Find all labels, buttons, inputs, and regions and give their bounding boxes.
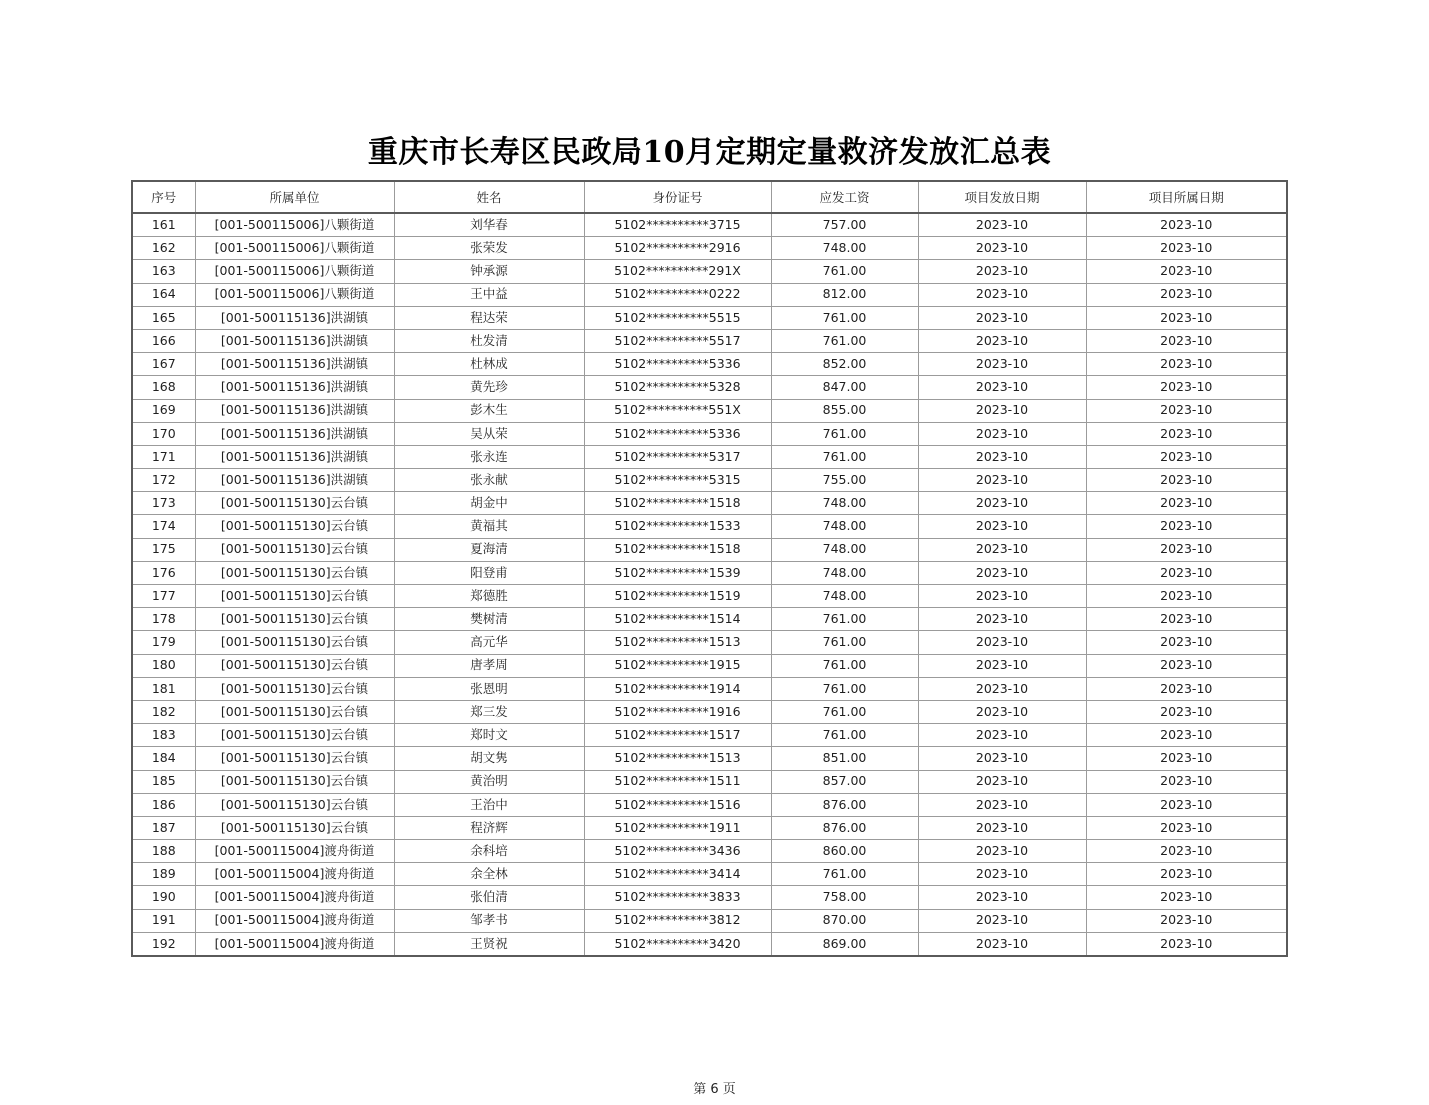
table-cell: 761.00 bbox=[771, 863, 918, 886]
table-cell: 程达荣 bbox=[394, 306, 584, 329]
table-cell: 5102**********1539 bbox=[584, 561, 771, 584]
table-cell: 余全林 bbox=[394, 863, 584, 886]
table-cell: 2023-10 bbox=[918, 306, 1086, 329]
table-cell: [001-500115130]云台镇 bbox=[195, 700, 394, 723]
table-cell: 182 bbox=[132, 700, 195, 723]
table-cell: [001-500115136]洪湖镇 bbox=[195, 469, 394, 492]
table-cell: 2023-10 bbox=[918, 445, 1086, 468]
table-cell: 170 bbox=[132, 422, 195, 445]
table-cell: [001-500115136]洪湖镇 bbox=[195, 353, 394, 376]
table-cell: 2023-10 bbox=[1086, 932, 1287, 956]
table-cell: 2023-10 bbox=[1086, 816, 1287, 839]
table-cell: 187 bbox=[132, 816, 195, 839]
table-cell: 2023-10 bbox=[1086, 213, 1287, 237]
table-cell: 杜林成 bbox=[394, 353, 584, 376]
table-cell: 2023-10 bbox=[918, 399, 1086, 422]
header-cell: 姓名 bbox=[394, 181, 584, 213]
table-cell: 唐孝周 bbox=[394, 654, 584, 677]
table-cell: 阳登甫 bbox=[394, 561, 584, 584]
table-cell: 847.00 bbox=[771, 376, 918, 399]
table-cell: [001-500115006]八颗街道 bbox=[195, 237, 394, 260]
table-cell: 2023-10 bbox=[1086, 353, 1287, 376]
table-cell: 5102**********1915 bbox=[584, 654, 771, 677]
table-row bbox=[132, 816, 1287, 839]
table-cell: 2023-10 bbox=[1086, 306, 1287, 329]
table-cell: 2023-10 bbox=[1086, 840, 1287, 863]
table-cell: 761.00 bbox=[771, 608, 918, 631]
table-row bbox=[132, 585, 1287, 608]
table-cell: 钟承源 bbox=[394, 260, 584, 283]
table-cell: 2023-10 bbox=[1086, 747, 1287, 770]
table-row bbox=[132, 260, 1287, 283]
table-cell: 2023-10 bbox=[918, 469, 1086, 492]
table-cell: 樊树清 bbox=[394, 608, 584, 631]
table-cell: 郑时文 bbox=[394, 724, 584, 747]
table-cell: 855.00 bbox=[771, 399, 918, 422]
table-cell: 176 bbox=[132, 561, 195, 584]
table-cell: 2023-10 bbox=[1086, 561, 1287, 584]
table-row bbox=[132, 399, 1287, 422]
table-row bbox=[132, 747, 1287, 770]
table-cell: 胡文隽 bbox=[394, 747, 584, 770]
table-cell: 748.00 bbox=[771, 561, 918, 584]
table-cell: [001-500115130]云台镇 bbox=[195, 677, 394, 700]
table-cell: 2023-10 bbox=[918, 793, 1086, 816]
table-cell: 2023-10 bbox=[1086, 793, 1287, 816]
table-cell: 869.00 bbox=[771, 932, 918, 956]
table-cell: 2023-10 bbox=[1086, 654, 1287, 677]
table-row bbox=[132, 561, 1287, 584]
table-cell: 5102**********1517 bbox=[584, 724, 771, 747]
table-row bbox=[132, 840, 1287, 863]
table-row bbox=[132, 932, 1287, 956]
table-cell: 夏海清 bbox=[394, 538, 584, 561]
table-row bbox=[132, 793, 1287, 816]
table-cell: 5102**********1516 bbox=[584, 793, 771, 816]
table-cell: 2023-10 bbox=[918, 816, 1086, 839]
table-cell: 851.00 bbox=[771, 747, 918, 770]
header-cell: 项目所属日期 bbox=[1086, 181, 1287, 213]
table-cell: 杜发清 bbox=[394, 329, 584, 352]
table-cell: 2023-10 bbox=[918, 747, 1086, 770]
table-cell: 5102**********1916 bbox=[584, 700, 771, 723]
table-cell: 彭木生 bbox=[394, 399, 584, 422]
table-cell: [001-500115130]云台镇 bbox=[195, 724, 394, 747]
table-cell: [001-500115004]渡舟街道 bbox=[195, 932, 394, 956]
table-cell: 5102**********5517 bbox=[584, 329, 771, 352]
table-cell: 2023-10 bbox=[1086, 724, 1287, 747]
header-cell: 序号 bbox=[132, 181, 195, 213]
table-cell: 王中益 bbox=[394, 283, 584, 306]
table-cell: 184 bbox=[132, 747, 195, 770]
table-cell: 2023-10 bbox=[1086, 909, 1287, 932]
table-cell: 5102**********1518 bbox=[584, 492, 771, 515]
table-cell: 5102**********1519 bbox=[584, 585, 771, 608]
table-cell: [001-500115004]渡舟街道 bbox=[195, 863, 394, 886]
table-cell: 185 bbox=[132, 770, 195, 793]
table-cell: 748.00 bbox=[771, 585, 918, 608]
table-cell: [001-500115136]洪湖镇 bbox=[195, 376, 394, 399]
table-cell: 761.00 bbox=[771, 700, 918, 723]
table-cell: 张永连 bbox=[394, 445, 584, 468]
table-cell: [001-500115136]洪湖镇 bbox=[195, 445, 394, 468]
table-cell: 5102**********0222 bbox=[584, 283, 771, 306]
table-row bbox=[132, 886, 1287, 909]
table-body bbox=[132, 213, 1287, 956]
table-cell: [001-500115130]云台镇 bbox=[195, 770, 394, 793]
table-cell: [001-500115006]八颗街道 bbox=[195, 283, 394, 306]
page-title: 重庆市长寿区民政局10月定期定量救济发放汇总表 bbox=[367, 135, 1052, 170]
table-cell: 2023-10 bbox=[918, 561, 1086, 584]
table-cell: 黄治明 bbox=[394, 770, 584, 793]
table-cell: 162 bbox=[132, 237, 195, 260]
table-row bbox=[132, 863, 1287, 886]
table-cell: [001-500115130]云台镇 bbox=[195, 561, 394, 584]
table-cell: 758.00 bbox=[771, 886, 918, 909]
table-row bbox=[132, 654, 1287, 677]
table-cell: [001-500115136]洪湖镇 bbox=[195, 422, 394, 445]
table-cell: 177 bbox=[132, 585, 195, 608]
table-cell: 812.00 bbox=[771, 283, 918, 306]
table-cell: [001-500115130]云台镇 bbox=[195, 793, 394, 816]
header-cell: 所属单位 bbox=[195, 181, 394, 213]
table-cell: 171 bbox=[132, 445, 195, 468]
table-cell: 168 bbox=[132, 376, 195, 399]
table-cell: 5102**********1514 bbox=[584, 608, 771, 631]
table-cell: 郑德胜 bbox=[394, 585, 584, 608]
table-cell: 5102**********1533 bbox=[584, 515, 771, 538]
table-cell: 163 bbox=[132, 260, 195, 283]
table-cell: 5102**********551X bbox=[584, 399, 771, 422]
table-cell: [001-500115130]云台镇 bbox=[195, 538, 394, 561]
table-cell: 2023-10 bbox=[1086, 538, 1287, 561]
table-cell: 黄先珍 bbox=[394, 376, 584, 399]
table-cell: 192 bbox=[132, 932, 195, 956]
table-cell: 2023-10 bbox=[1086, 329, 1287, 352]
table-cell: 2023-10 bbox=[918, 422, 1086, 445]
table-header bbox=[132, 181, 1287, 213]
table-cell: 2023-10 bbox=[918, 932, 1086, 956]
table-cell: 748.00 bbox=[771, 237, 918, 260]
table-cell: [001-500115130]云台镇 bbox=[195, 816, 394, 839]
table-cell: 余科培 bbox=[394, 840, 584, 863]
table-cell: 761.00 bbox=[771, 724, 918, 747]
table-cell: 857.00 bbox=[771, 770, 918, 793]
table-cell: 761.00 bbox=[771, 306, 918, 329]
table-cell: 2023-10 bbox=[918, 700, 1086, 723]
table-cell: 张恩明 bbox=[394, 677, 584, 700]
table-cell: 161 bbox=[132, 213, 195, 237]
table-row bbox=[132, 237, 1287, 260]
table-cell: [001-500115004]渡舟街道 bbox=[195, 886, 394, 909]
table-cell: 175 bbox=[132, 538, 195, 561]
table-cell: 2023-10 bbox=[918, 677, 1086, 700]
table-cell: 5102**********1911 bbox=[584, 816, 771, 839]
table-cell: 188 bbox=[132, 840, 195, 863]
table-cell: 5102**********5515 bbox=[584, 306, 771, 329]
table-cell: 167 bbox=[132, 353, 195, 376]
table-cell: 5102**********1518 bbox=[584, 538, 771, 561]
table-header-row bbox=[132, 181, 1287, 213]
table-cell: 761.00 bbox=[771, 631, 918, 654]
summary-table bbox=[131, 180, 1288, 957]
table-cell: 2023-10 bbox=[918, 213, 1086, 237]
table-cell: 173 bbox=[132, 492, 195, 515]
table-cell: 5102**********3414 bbox=[584, 863, 771, 886]
table-cell: 172 bbox=[132, 469, 195, 492]
table-row bbox=[132, 631, 1287, 654]
table-cell: 2023-10 bbox=[918, 515, 1086, 538]
table-cell: 2023-10 bbox=[918, 353, 1086, 376]
table-row bbox=[132, 608, 1287, 631]
table-cell: 761.00 bbox=[771, 677, 918, 700]
table-cell: 高元华 bbox=[394, 631, 584, 654]
table-cell: 5102**********1513 bbox=[584, 747, 771, 770]
table-cell: 180 bbox=[132, 654, 195, 677]
table-cell: 2023-10 bbox=[1086, 608, 1287, 631]
table-cell: 5102**********3833 bbox=[584, 886, 771, 909]
table-cell: 5102**********3812 bbox=[584, 909, 771, 932]
table-cell: 张伯清 bbox=[394, 886, 584, 909]
table-cell: 2023-10 bbox=[918, 492, 1086, 515]
table-cell: 2023-10 bbox=[1086, 886, 1287, 909]
table-cell: 2023-10 bbox=[1086, 515, 1287, 538]
table-cell: [001-500115130]云台镇 bbox=[195, 608, 394, 631]
table-row bbox=[132, 909, 1287, 932]
table-row bbox=[132, 422, 1287, 445]
table-row bbox=[132, 213, 1287, 237]
table-cell: 761.00 bbox=[771, 329, 918, 352]
table-cell: 2023-10 bbox=[1086, 469, 1287, 492]
table-cell: 2023-10 bbox=[1086, 585, 1287, 608]
table-cell: 2023-10 bbox=[918, 886, 1086, 909]
table-cell: [001-500115130]云台镇 bbox=[195, 515, 394, 538]
table-cell: 191 bbox=[132, 909, 195, 932]
table-cell: 2023-10 bbox=[918, 538, 1086, 561]
table-cell: 5102**********3420 bbox=[584, 932, 771, 956]
table-row bbox=[132, 515, 1287, 538]
table-cell: 2023-10 bbox=[1086, 770, 1287, 793]
table-cell: 吴从荣 bbox=[394, 422, 584, 445]
table-cell: 5102**********5336 bbox=[584, 353, 771, 376]
table-cell: 2023-10 bbox=[918, 329, 1086, 352]
table-cell: 2023-10 bbox=[918, 237, 1086, 260]
table-cell: 5102**********1914 bbox=[584, 677, 771, 700]
table-cell: 5102**********1513 bbox=[584, 631, 771, 654]
table-cell: [001-500115006]八颗街道 bbox=[195, 260, 394, 283]
table-cell: 748.00 bbox=[771, 515, 918, 538]
table-cell: 2023-10 bbox=[1086, 631, 1287, 654]
header-cell: 应发工资 bbox=[771, 181, 918, 213]
table-cell: 2023-10 bbox=[918, 863, 1086, 886]
table-cell: [001-500115130]云台镇 bbox=[195, 492, 394, 515]
table-cell: 2023-10 bbox=[1086, 700, 1287, 723]
header-cell: 身份证号 bbox=[584, 181, 771, 213]
table-cell: [001-500115006]八颗街道 bbox=[195, 213, 394, 237]
page-number: 第 6 页 bbox=[693, 1082, 736, 1097]
table-cell: 761.00 bbox=[771, 445, 918, 468]
table-cell: 5102**********3436 bbox=[584, 840, 771, 863]
table-cell: 178 bbox=[132, 608, 195, 631]
table-cell: 2023-10 bbox=[918, 840, 1086, 863]
table-cell: 2023-10 bbox=[1086, 445, 1287, 468]
table-cell: 2023-10 bbox=[1086, 260, 1287, 283]
table-cell: 166 bbox=[132, 329, 195, 352]
table-row bbox=[132, 492, 1287, 515]
header-cell: 项目发放日期 bbox=[918, 181, 1086, 213]
table-cell: 2023-10 bbox=[1086, 863, 1287, 886]
table-cell: 2023-10 bbox=[1086, 283, 1287, 306]
table-cell: 870.00 bbox=[771, 909, 918, 932]
table-cell: 王贤祝 bbox=[394, 932, 584, 956]
table-cell: 755.00 bbox=[771, 469, 918, 492]
table-cell: 5102**********1511 bbox=[584, 770, 771, 793]
table-cell: 张永献 bbox=[394, 469, 584, 492]
table-cell: 179 bbox=[132, 631, 195, 654]
table-cell: 2023-10 bbox=[918, 654, 1086, 677]
table-cell: [001-500115130]云台镇 bbox=[195, 747, 394, 770]
table-row bbox=[132, 306, 1287, 329]
table-cell: 2023-10 bbox=[918, 376, 1086, 399]
table-cell: 164 bbox=[132, 283, 195, 306]
table-cell: 2023-10 bbox=[1086, 422, 1287, 445]
table-cell: 186 bbox=[132, 793, 195, 816]
table-cell: 2023-10 bbox=[1086, 376, 1287, 399]
table-cell: 5102**********5317 bbox=[584, 445, 771, 468]
table-row bbox=[132, 376, 1287, 399]
table-cell: 860.00 bbox=[771, 840, 918, 863]
table-cell: 2023-10 bbox=[918, 283, 1086, 306]
table-cell: 2023-10 bbox=[1086, 237, 1287, 260]
table-cell: 748.00 bbox=[771, 492, 918, 515]
table-cell: 郑三发 bbox=[394, 700, 584, 723]
table-cell: 761.00 bbox=[771, 654, 918, 677]
table-cell: 876.00 bbox=[771, 793, 918, 816]
table-cell: 761.00 bbox=[771, 422, 918, 445]
table-cell: 胡金中 bbox=[394, 492, 584, 515]
table-row bbox=[132, 329, 1287, 352]
table-row bbox=[132, 469, 1287, 492]
table-cell: [001-500115130]云台镇 bbox=[195, 631, 394, 654]
table-cell: 2023-10 bbox=[918, 770, 1086, 793]
table-cell: 165 bbox=[132, 306, 195, 329]
table-cell: 2023-10 bbox=[918, 909, 1086, 932]
table-cell: 761.00 bbox=[771, 260, 918, 283]
table-row bbox=[132, 677, 1287, 700]
table-cell: 张荣发 bbox=[394, 237, 584, 260]
table-cell: 5102**********291X bbox=[584, 260, 771, 283]
table-cell: [001-500115136]洪湖镇 bbox=[195, 399, 394, 422]
table-cell: 5102**********5336 bbox=[584, 422, 771, 445]
table-cell: 876.00 bbox=[771, 816, 918, 839]
table-cell: 2023-10 bbox=[1086, 492, 1287, 515]
table-row bbox=[132, 770, 1287, 793]
table-cell: [001-500115004]渡舟街道 bbox=[195, 840, 394, 863]
table-cell: [001-500115004]渡舟街道 bbox=[195, 909, 394, 932]
table-cell: 169 bbox=[132, 399, 195, 422]
table-cell: 2023-10 bbox=[918, 260, 1086, 283]
table-row bbox=[132, 724, 1287, 747]
table-row bbox=[132, 700, 1287, 723]
table-cell: 5102**********5328 bbox=[584, 376, 771, 399]
table-cell: 2023-10 bbox=[1086, 677, 1287, 700]
table-row bbox=[132, 353, 1287, 376]
table-cell: 190 bbox=[132, 886, 195, 909]
table-cell: 852.00 bbox=[771, 353, 918, 376]
table-cell: 181 bbox=[132, 677, 195, 700]
table-cell: 5102**********3715 bbox=[584, 213, 771, 237]
table-cell: 邹孝书 bbox=[394, 909, 584, 932]
table-cell: [001-500115130]云台镇 bbox=[195, 585, 394, 608]
table-row bbox=[132, 283, 1287, 306]
table-row bbox=[132, 445, 1287, 468]
table-cell: 黄福其 bbox=[394, 515, 584, 538]
table-cell: 757.00 bbox=[771, 213, 918, 237]
table-row bbox=[132, 538, 1287, 561]
table-cell: 748.00 bbox=[771, 538, 918, 561]
table-cell: [001-500115130]云台镇 bbox=[195, 654, 394, 677]
table-cell: 5102**********5315 bbox=[584, 469, 771, 492]
table-cell: 2023-10 bbox=[918, 724, 1086, 747]
table-cell: 刘华春 bbox=[394, 213, 584, 237]
table-cell: [001-500115136]洪湖镇 bbox=[195, 329, 394, 352]
table-cell: 2023-10 bbox=[918, 608, 1086, 631]
table-cell: 2023-10 bbox=[1086, 399, 1287, 422]
table-cell: 183 bbox=[132, 724, 195, 747]
table-cell: 程济辉 bbox=[394, 816, 584, 839]
table-cell: 5102**********2916 bbox=[584, 237, 771, 260]
table-cell: 王治中 bbox=[394, 793, 584, 816]
table-cell: 2023-10 bbox=[918, 631, 1086, 654]
table-cell: 189 bbox=[132, 863, 195, 886]
table-cell: [001-500115136]洪湖镇 bbox=[195, 306, 394, 329]
table-cell: 174 bbox=[132, 515, 195, 538]
table-cell: 2023-10 bbox=[918, 585, 1086, 608]
